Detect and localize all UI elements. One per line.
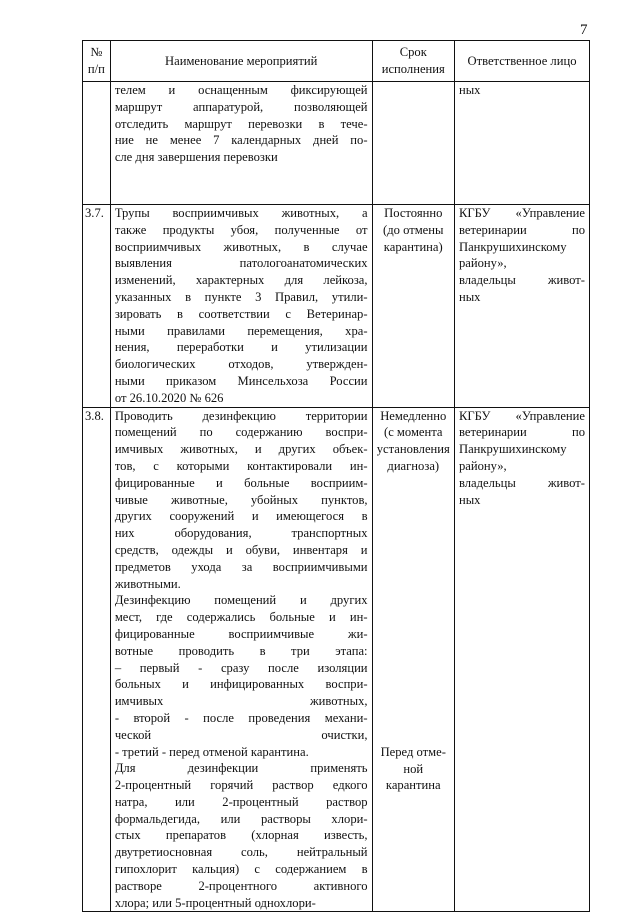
row-number-cell: 3.7.	[83, 205, 111, 408]
text-line: ными правилами перемещения, хра-	[114, 323, 368, 338]
text-line: помещений по содержанию воспри-	[114, 425, 368, 440]
text-line: мест, где содержались больные и ин-	[114, 610, 368, 625]
text-line: тов, с которыми контактировали ин-	[114, 458, 368, 473]
table-row	[83, 205, 590, 408]
text-line: от 26.10.2020 № 626	[114, 390, 224, 405]
responsible-cell	[454, 407, 589, 912]
text-line: установления	[376, 442, 450, 457]
term-immediate	[375, 408, 452, 475]
header-name	[110, 41, 372, 82]
text-line: – первый - сразу после изоляции	[114, 660, 368, 675]
responsible-cell	[454, 205, 589, 408]
table-row	[83, 407, 590, 912]
text-line: (с момента	[384, 425, 443, 440]
term-before-lifting	[375, 744, 452, 794]
table-header-row	[83, 41, 590, 82]
term-cell	[372, 82, 454, 205]
activity-cell	[110, 205, 372, 408]
responsible-cell	[454, 82, 589, 205]
text-line: также продукты убоя, полученные от	[114, 222, 368, 237]
text-line: больных и инфицированных воспри-	[114, 677, 368, 692]
text-line: владельцы живот-	[458, 273, 585, 288]
text-line: п/п	[87, 62, 105, 76]
text-line: Панкрушихинскому	[458, 239, 567, 254]
activity-cell	[110, 407, 372, 912]
text-line: №	[90, 45, 103, 60]
text-line: отследить маршрут перевозки в тече-	[114, 116, 368, 131]
text-line: Для дезинфекции применять	[114, 761, 368, 776]
page-number: 7	[580, 22, 588, 38]
text-line: Немедленно	[380, 408, 447, 423]
row-number-cell: 3.8.	[83, 407, 111, 912]
text-line: Перед отме-	[380, 744, 446, 759]
term-spacer	[375, 475, 452, 744]
activity-paragraph	[115, 408, 368, 593]
text-line: восприимчивых животных, в случае	[114, 239, 368, 254]
text-line: (до отмены	[383, 222, 444, 237]
text-line: вотные проводить в три этапа:	[114, 643, 368, 658]
text-line: животными.	[114, 576, 181, 591]
text-line: нения, переработки и утилизации	[114, 340, 368, 355]
text-line: - третий - перед отменой карантина.	[114, 744, 309, 759]
text-line: чивые животные, убойных пунктов,	[114, 492, 368, 507]
text-line: изменений, характерных для лейкоза,	[114, 273, 368, 288]
row-number-cell	[83, 82, 111, 205]
text-line: Постоянно	[384, 206, 443, 220]
text-line: Дезинфекцию помещений и других	[114, 593, 368, 608]
text-line: указанных в пункте 3 Правил, утили-	[114, 289, 368, 304]
text-line: ных	[458, 83, 481, 97]
text-line: ческой очистки,	[114, 727, 368, 742]
text-line: растворе 2-процентного активного	[114, 878, 368, 893]
text-line: стых препаратов (хлорная известь,	[114, 828, 368, 843]
text-line: других сооружений и имеющегося в	[114, 509, 368, 524]
text-line: Наименование мероприятий	[165, 53, 318, 68]
activity-paragraph	[115, 592, 368, 760]
text-line: ными приказом Минсельхоза России	[114, 373, 368, 388]
text-line: ветеринарии по	[458, 222, 585, 237]
header-term	[372, 41, 454, 82]
text-line: КГБУ «Управление	[458, 206, 585, 220]
text-line: натра, или 2-процентный раствор	[114, 794, 368, 809]
text-line: ние не менее 7 календарных дней по-	[114, 133, 368, 148]
text-line: ных	[458, 492, 481, 507]
text-line: исполнения	[381, 62, 445, 76]
header-resp	[454, 41, 589, 82]
text-line: диагноза)	[387, 458, 440, 473]
text-line: телем и оснащенным фиксирующей	[114, 83, 368, 97]
text-line: них оборудования, транспортных	[114, 526, 368, 541]
text-line: сле дня завершения перевозки	[114, 150, 278, 165]
text-line: ной карантина	[385, 761, 441, 793]
measures-table	[82, 40, 590, 912]
text-line: маршрут аппаратурой, позволяющей	[114, 99, 368, 114]
activity-cell	[110, 82, 372, 205]
text-line: имчивых животных, и других объек-	[114, 442, 368, 457]
text-line: формальдегида, или растворы хлори-	[114, 811, 368, 826]
table-row	[83, 82, 590, 205]
text-line: 2-процентный горячий раствор едкого	[114, 778, 368, 793]
text-line: выявления патологоанатомических	[114, 256, 368, 271]
text-line: предметов ухода за восприимчивыми	[114, 559, 368, 574]
text-line: фицированные восприимчивые жи-	[114, 626, 368, 641]
text-line: Срок	[399, 45, 427, 60]
activity-paragraph	[115, 760, 368, 911]
text-line: средств, одежды и обуви, инвентаря и	[114, 542, 368, 557]
text-line: Ответственное лицо	[467, 53, 577, 68]
text-line: владельцы живот-	[458, 475, 585, 490]
text-line: Проводить дезинфекцию территории	[114, 408, 368, 423]
text-line: ветеринарии по	[458, 425, 585, 440]
text-line: фицированные и больные восприим-	[114, 475, 368, 490]
term-cell	[372, 205, 454, 408]
text-line: району»,	[458, 256, 507, 271]
text-line: зировать в соответствии с Ветеринар-	[114, 306, 368, 321]
text-line: району»,	[458, 458, 507, 473]
header-num	[83, 41, 111, 82]
text-line: гипохлорит кальция) с содержанием в	[114, 862, 368, 877]
text-line: Панкрушихинскому	[458, 442, 567, 457]
text-line: ных	[458, 289, 481, 304]
text-line: карантина)	[383, 239, 443, 254]
text-line: двутретиосновная соль, нейтральный	[114, 845, 368, 860]
text-line: имчивых животных,	[114, 694, 368, 709]
text-line: КГБУ «Управление	[458, 408, 585, 423]
text-line: Трупы восприимчивых животных, а	[114, 206, 368, 220]
text-line: биологических отходов, утвержден-	[114, 357, 368, 372]
text-line: - второй - после проведения механи-	[114, 710, 368, 725]
text-line: хлора; или 5-процентный однохлори-	[114, 895, 316, 910]
term-cell	[372, 407, 454, 912]
